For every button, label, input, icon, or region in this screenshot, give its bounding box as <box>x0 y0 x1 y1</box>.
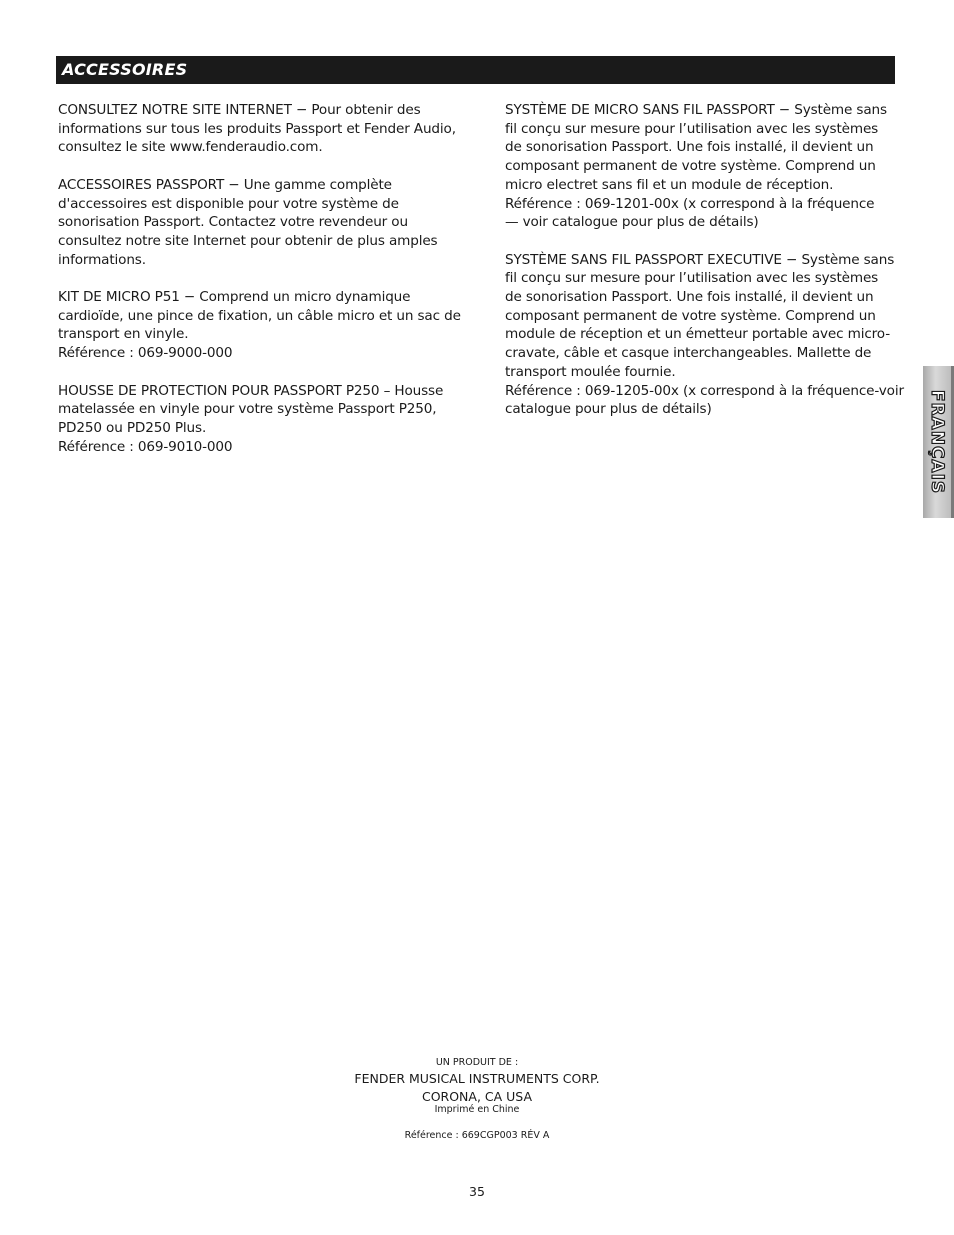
text-line: consultez le site www.fenderaudio.com. <box>58 139 323 156</box>
website-paragraph <box>58 101 458 157</box>
text-line: sonorisation Passport. Contactez votre revendeur ou <box>58 214 408 231</box>
text-line: d'accessoires est disponible pour votre système de <box>58 195 399 212</box>
text-line: PD250 ou PD250 Plus. <box>58 419 207 436</box>
text-line: SYSTÈME DE MICRO SANS FIL PASSPORT − Système sans <box>505 102 887 118</box>
text-line: composant permanent de votre système. Comprend un <box>505 307 876 324</box>
reference-line: Référence : 069-1201-00x (x correspond à la fréquence <box>505 195 875 212</box>
cover-paragraph <box>58 382 458 457</box>
text-line: consultez notre site Internet pour obtenir de plus amples <box>58 232 438 249</box>
text-line: transport en vinyle. <box>58 326 189 343</box>
wireless-mic-paragraph <box>505 101 897 232</box>
text-line: transport moulée fournie. <box>505 363 676 380</box>
reference-line: Référence : 069-1205-00x (x correspond à la fréquence-voir <box>505 382 904 399</box>
footer-location: CORONA, CA USA <box>421 1089 533 1104</box>
text-line: cravate, câble et casque interchangeables. Mallette de <box>505 345 872 362</box>
right-column <box>505 101 904 438</box>
text-line: — voir catalogue pour plus de détails) <box>505 214 759 231</box>
left-column <box>58 101 461 475</box>
footer-company: FENDER MUSICAL INSTRUMENTS CORP. <box>354 1071 600 1086</box>
text-line: informations sur tous les produits Passport et Fender Audio, <box>58 120 456 137</box>
language-tab <box>923 366 954 518</box>
text-line: KIT DE MICRO P51 − Comprend un micro dynamique <box>58 289 411 305</box>
text-line: informations. <box>58 251 146 268</box>
text-line: CONSULTEZ NOTRE SITE INTERNET − Pour obtenir des <box>58 102 421 118</box>
text-line: SYSTÈME SANS FIL PASSPORT EXECUTIVE − Système sans <box>505 251 895 268</box>
reference-line: Référence : 069-9000-000 <box>58 345 233 362</box>
reference-line: Référence : 069-9010-000 <box>58 438 233 455</box>
text-line: de sonorisation Passport. Une fois installé, il devient un <box>505 289 874 306</box>
text-line: ACCESSOIRES PASSPORT − Une gamme complète <box>58 176 392 193</box>
footer-produced-by: UN PRODUIT DE : <box>435 1057 519 1068</box>
text-line: HOUSSE DE PROTECTION POUR PASSPORT P250 – Housse <box>58 382 444 399</box>
section-title: ACCESSOIRES <box>62 60 188 79</box>
text-line: fil conçu sur mesure pour l’utilisation avec les systèmes <box>505 120 879 137</box>
footer-reference: Référence : 669CGP003 RÉV A <box>404 1130 550 1141</box>
text-line: matelassée en vinyle pour votre système Passport P250, <box>58 401 437 418</box>
section-header <box>56 56 895 84</box>
text-line: micro electret sans fil et un module de réception. <box>505 176 834 193</box>
text-line: de sonorisation Passport. Une fois installé, il devient un <box>505 139 874 156</box>
text-line: fil conçu sur mesure pour l’utilisation avec les systèmes <box>505 270 879 287</box>
footer-printed: Imprimé en Chine <box>434 1104 520 1115</box>
text-line: composant permanent de votre système. Comprend un <box>505 158 876 175</box>
mic-kit-paragraph <box>58 288 461 363</box>
wireless-executive-paragraph <box>505 251 904 419</box>
text-line: cardioïde, une pince de fixation, un câble micro et un sac de <box>58 307 461 324</box>
text-line: catalogue pour plus de détails) <box>505 401 712 418</box>
page-number: 35 <box>469 1184 485 1199</box>
passport-accessories-paragraph <box>58 176 458 270</box>
language-tab-label: FRANÇAIS <box>927 389 947 495</box>
text-line: module de réception et un émetteur portable avec micro- <box>505 326 890 343</box>
